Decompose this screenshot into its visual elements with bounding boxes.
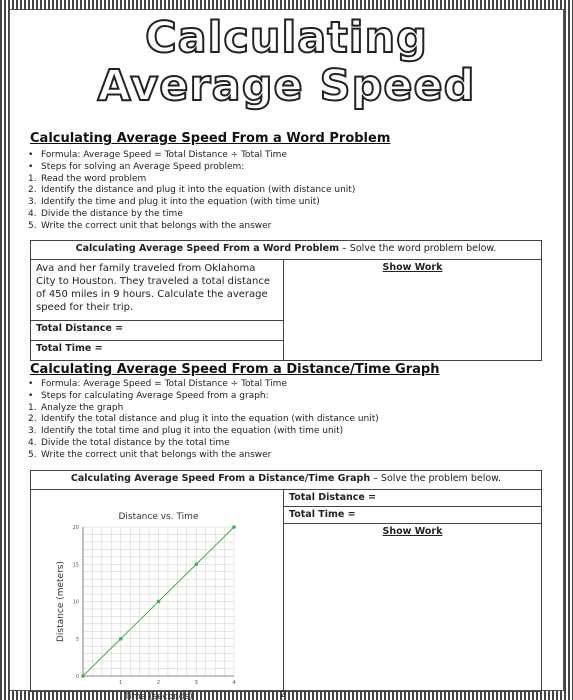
step-item: 2. Identify the total distance and plug it into the equation (with distance unit)	[28, 414, 379, 425]
origin-label: 0	[75, 674, 79, 680]
step-item: 1. Read the word problem	[28, 173, 147, 184]
word-problem-text: Ava and her family traveled from Oklahoma City to Houston. They traveled a total distance of 450 miles in 9 hours. Calculate the average speed for their trip.	[31, 260, 284, 321]
graph-total-distance-field[interactable]: Total Distance =	[284, 490, 542, 507]
section1-formula: • Formula: Average Speed = Total Distance ÷ Total Time	[28, 150, 355, 162]
y-tick-label: 5	[75, 636, 79, 643]
title-line-1: Calculating	[145, 13, 428, 63]
step-item: 5. Write the correct unit that belongs with the answer	[28, 220, 272, 231]
step-item: 5. Write the correct unit that belongs with the answer	[28, 449, 272, 460]
page-title	[0, 14, 573, 110]
word-problem-table	[30, 240, 542, 361]
x-tick-label: 1	[119, 680, 123, 686]
step-item: 1. Analyze the graph	[28, 402, 124, 413]
y-tick-label: 20	[72, 525, 79, 531]
show-work-area[interactable]	[284, 260, 542, 361]
section2-heading: Calculating Average Speed From a Distance/Time Graph	[30, 362, 440, 377]
step-item: 3. Identify the total time and plug it into the equation (with time unit)	[28, 426, 344, 437]
page-number: 2	[280, 690, 286, 700]
x-axis-label: Time (seconds)	[124, 692, 193, 700]
y-axis-label: Distance (meters)	[56, 561, 66, 642]
show-work-label: Show Work	[382, 262, 443, 273]
step-item: 4. Divide the total distance by the total time	[28, 437, 230, 448]
y-tick-label: 15	[72, 562, 79, 569]
x-tick-label: 3	[194, 680, 198, 686]
graph-problem-table	[30, 470, 542, 700]
section1-steps-intro: • Steps for solving an Average Speed problem:	[28, 162, 355, 174]
section2-steps-intro: • Steps for calculating Average Speed from a graph:	[28, 391, 379, 403]
x-tick-label: 2	[156, 680, 161, 686]
data-point	[194, 562, 198, 566]
step-item: 4. Divide the distance by the time	[28, 208, 183, 219]
distance-time-chart	[31, 490, 283, 700]
data-point	[157, 600, 161, 604]
y-tick-label: 10	[72, 599, 79, 606]
data-point	[81, 674, 85, 678]
data-point	[232, 525, 236, 529]
x-tick-label: 4	[232, 680, 236, 686]
section2-formula: • Formula: Average Speed = Total Distance ÷ Total Time	[28, 379, 379, 391]
graph-cell	[31, 490, 284, 700]
section1-instructions	[28, 150, 355, 233]
graph-total-time-field[interactable]: Total Time =	[284, 507, 542, 524]
chart-title: Distance vs. Time	[118, 512, 199, 522]
step-item: 3. Identify the time and plug it into the equation (with time unit)	[28, 197, 320, 208]
data-point	[119, 637, 123, 641]
graph-show-work-area[interactable]	[284, 524, 542, 692]
graph-problem-header: Calculating Average Speed From a Distance/Time Graph – Solve the problem below.	[31, 471, 542, 490]
section2-instructions	[28, 379, 379, 462]
word-problem-header: Calculating Average Speed From a Word Problem – Solve the word problem below.	[31, 241, 542, 260]
total-time-field[interactable]: Total Time =	[31, 341, 284, 361]
title-line-2: Average Speed	[97, 61, 476, 111]
section1-heading: Calculating Average Speed From a Word Problem	[30, 131, 391, 146]
graph-show-work-label: Show Work	[382, 526, 443, 537]
total-distance-field[interactable]: Total Distance =	[31, 321, 284, 341]
step-item: 2. Identify the distance and plug it into the equation (with distance unit)	[28, 185, 356, 196]
